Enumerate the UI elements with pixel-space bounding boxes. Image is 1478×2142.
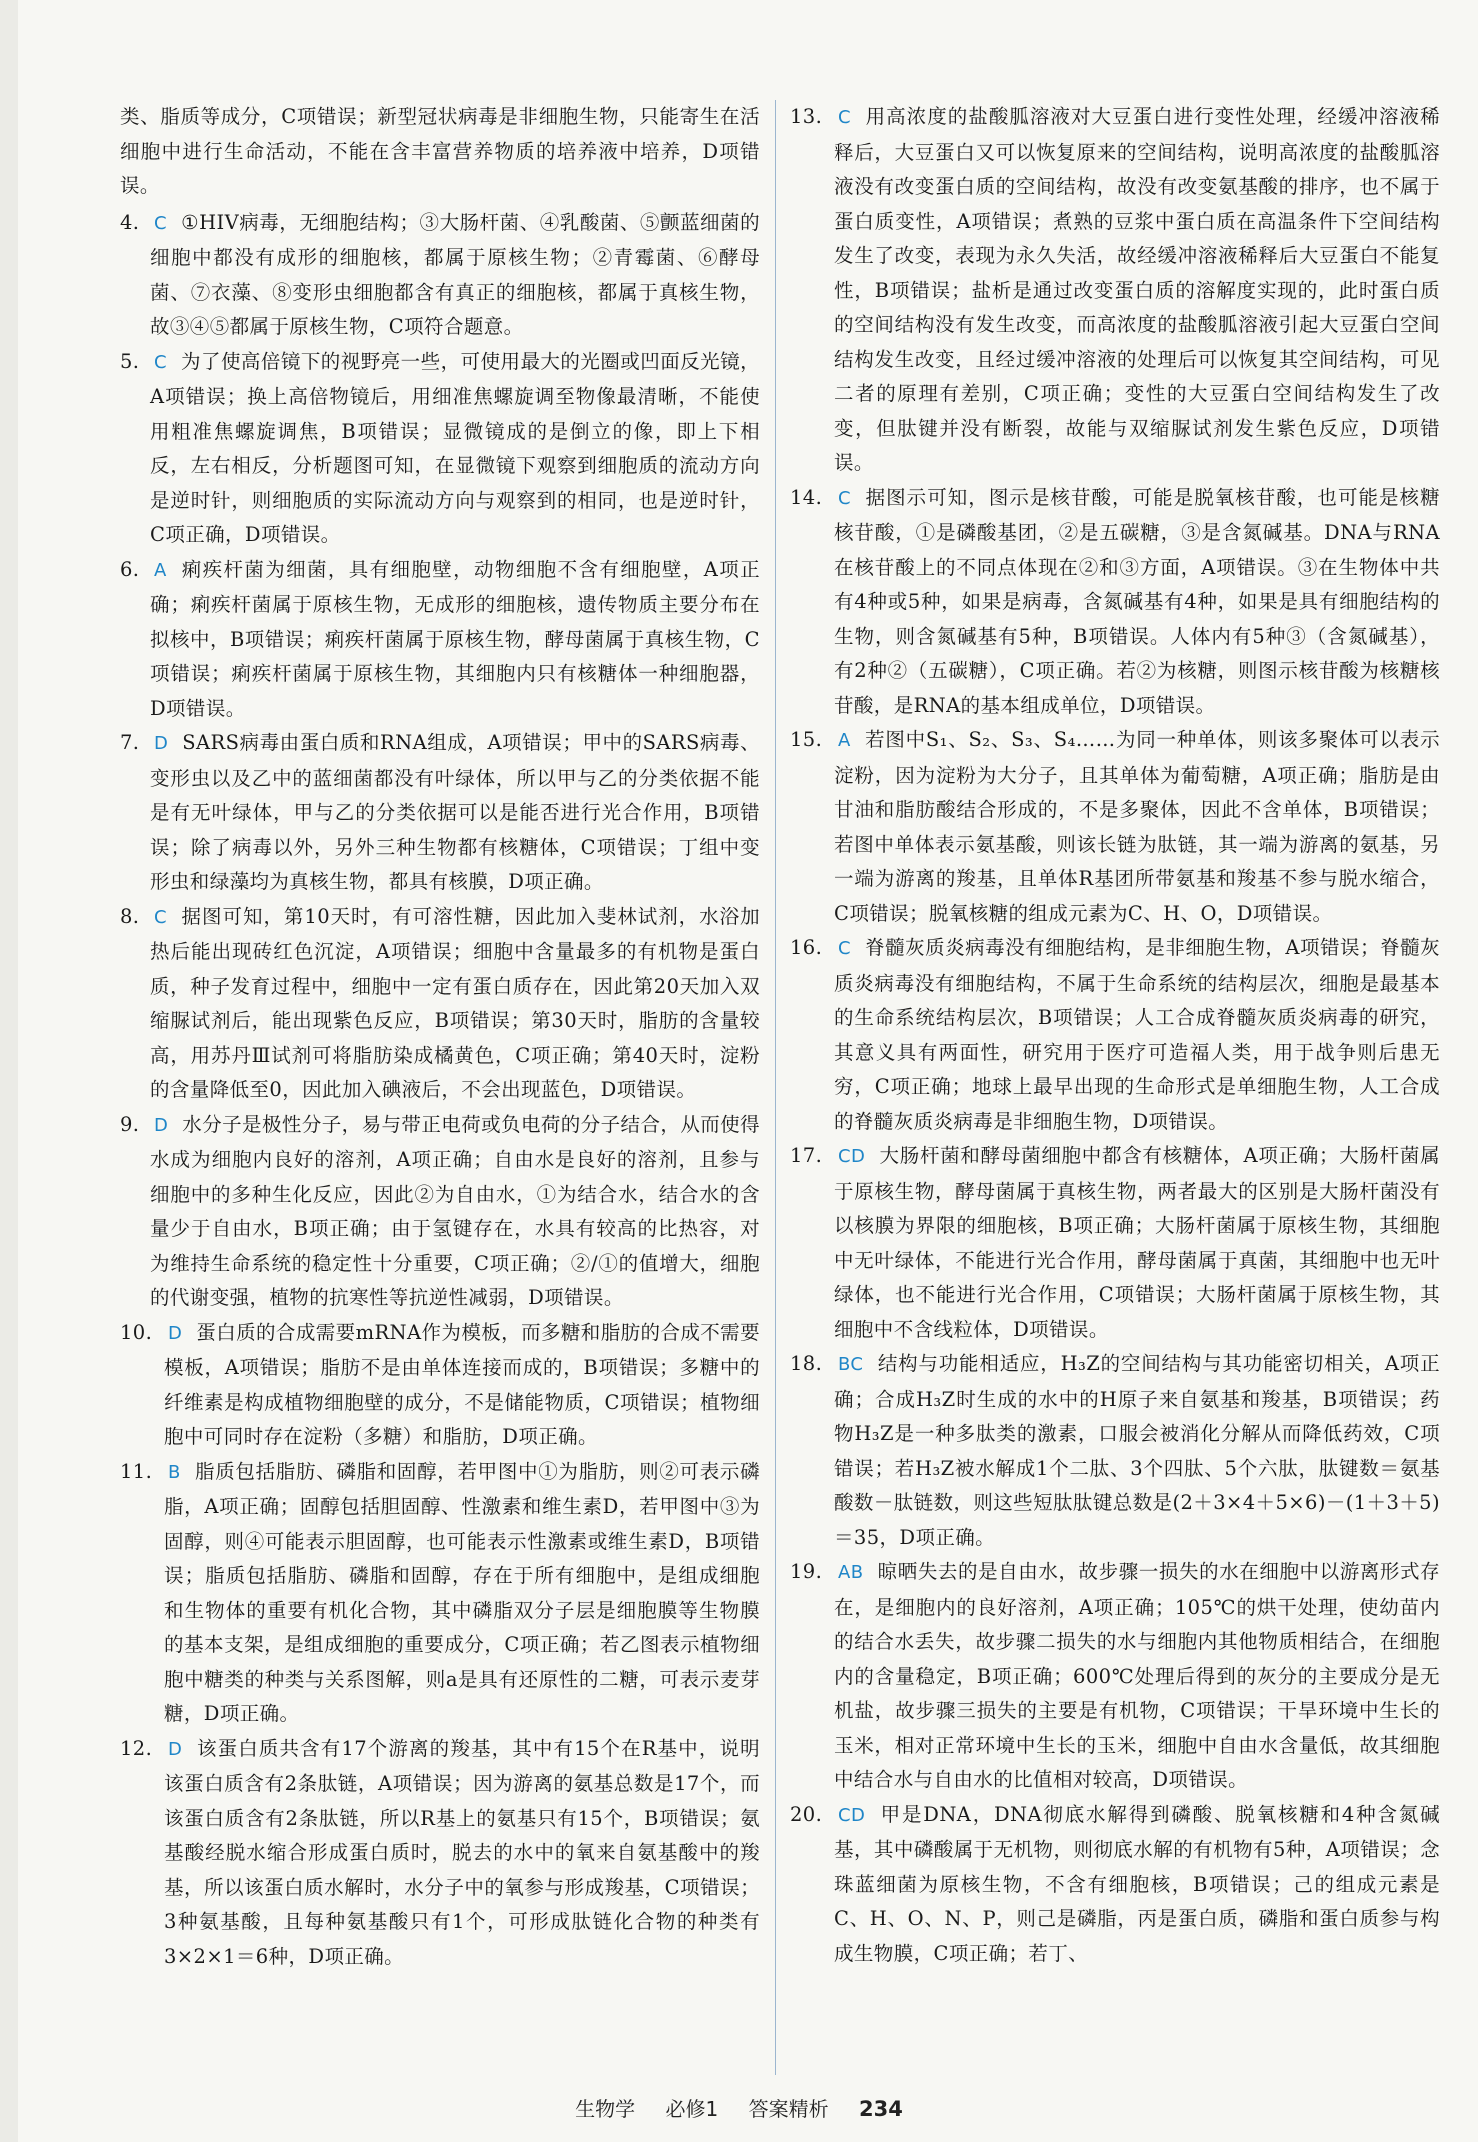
question-number: 18. — [790, 1352, 823, 1375]
answer-item — [120, 345, 760, 553]
question-number: 10. — [120, 1320, 153, 1344]
page-edge — [0, 0, 18, 2142]
answer-choice: D — [154, 1114, 169, 1136]
answer-explanation: 脂质包括脂肪、磷脂和固醇，若甲图中①为脂肪，则②可表示磷脂，A项正确；固醇包括胆固醇、性激素和维生素D，若甲图中③为固醇，则④可能表示胆固醇，也可能表示性激素或维生素D，B项错误；脂质包括脂肪、磷脂和固醇，存在于所有细胞中，是组成细胞和生物体的重要有机化合物，其中磷脂双分子层是细胞膜等生物膜的基本支架，是组成细胞的重要成分，C项正确；若乙图表示植物细胞中糖类的种类与关系图解，则a是具有还原性的二糖，可表示麦芽糖，D项正确。 — [164, 1459, 760, 1725]
answer-explanation: 脊髓灰质炎病毒没有细胞结构，是非细胞生物，A项错误；脊髓灰质炎病毒没有细胞结构，不属于生命系统的结构层次，细胞是最基本的生命系统结构层次，B项错误；人工合成脊髓灰质炎病毒的研究，其意义具有两面性，研究用于医疗可造福人类，用于战争则后患无穷，C项正确；地球上最早出现的生命形式是单细胞生物，人工合成的脊髓灰质炎病毒是非细胞生物，D项错误。 — [834, 936, 1440, 1133]
answer-choice: D — [154, 733, 169, 754]
page-number: 234 — [858, 2097, 903, 2121]
answer-explanation: 该蛋白质共含有17个游离的羧基，其中有15个在R基中，说明该蛋白质含有2条肽链，A项错误；因为游离的氨基总数是17个，而该蛋白质含有2条肽链，所以R基上的氨基只有15个，B项错误；氨基酸经脱水缩合形成蛋白质时，脱去的水中的氧来自氨基酸中的羧基，所以该蛋白质水解时，水分子中的氧参与形成羧基，C项错误；3种氨基酸，且每种氨基酸只有1个，可形成肽链化合物的种类有3×2×1＝6种，D项正确。 — [164, 1736, 760, 1968]
answer-explanation: 甲是DNA，DNA彻底水解得到磷酸、脱氧核糖和4种含氮碱基，其中磷酸属于无机物，则彻底水解的有机物有5种，A项错误；念珠蓝细菌为原核生物，不含有细胞核，B项错误；己的组成元素是C、H、O、N、P，则己是磷脂，丙是蛋白质，磷脂和蛋白质参与构成生物膜，C项正确；若丁、 — [834, 1802, 1440, 1965]
answer-choice: C — [838, 487, 851, 509]
answer-explanation: ①HIV病毒，无细胞结构；③大肠杆菌、④乳酸菌、⑤颤蓝细菌的细胞中都没有成形的细胞核，都属于原核生物；②青霉菌、⑥酵母菌、⑦衣藻、⑧变形虫细胞都含有真正的细胞核，都属于真核生物，故③④⑤都属于原核生物，C项符合题意。 — [150, 210, 760, 338]
answer-explanation: 水分子是极性分子，易与带正电荷或负电荷的分子结合，从而使得水成为细胞内良好的溶剂，A项正确；自由水是良好的溶剂，且参与细胞中的多种生化反应，因此②为自由水，①为结合水，结合水的含量少于自由水，B项正确；由于氢键存在，水具有较高的比热容，对为维持生命系统的稳定性十分重要，C项正确；②/①的值增大，细胞的代谢变强，植物的抗寒性等抗逆性减弱，D项错误。 — [150, 1112, 760, 1309]
answer-choice: C — [154, 906, 167, 928]
answer-choice: CD — [838, 1146, 866, 1167]
question-number: 20. — [790, 1802, 823, 1826]
answer-choice: CD — [838, 1804, 866, 1826]
answer-explanation: 晾晒失去的是自由水，故步骤一损失的水在细胞中以游离形式存在，是细胞内的良好溶剂，A项正确；105℃的烘干处理，使幼苗内的结合水丢失，故步骤二损失的水与细胞内其他物质相结合，在细胞内的含量稳定，B项正确；600℃处理后得到的灰分的主要成分是无机盐，故步骤三损失的主要是有机物，C项错误；干旱环境中生长的玉米，相对正常环境中生长的玉米，细胞中自由水含量低，故其细胞中结合水与自由水的比值相对较高，D项错误。 — [834, 1560, 1440, 1791]
answer-explanation: 蛋白质的合成需要mRNA作为模板，而多糖和脂肪的合成不需要模板，A项错误；脂肪不是由单体连接而成的，B项错误；多糖中的纤维素是构成植物细胞壁的成分，不是储能物质，C项错误；植物细胞中可同时存在淀粉（多糖）和脂肪，D项正确。 — [164, 1320, 760, 1448]
answer-explanation: 为了使高倍镜下的视野亮一些，可使用最大的光圈或凹面反光镜，A项错误；换上高倍物镜后，用细准焦螺旋调至物像最清晰，不能使用粗准焦螺旋调焦，B项错误；显微镜成的是倒立的像，即上下相反，左右相反，分析题图可知，在显微镜下观察到细胞质的流动方向是逆时针，则细胞质的实际流动方向与观察到的相同，也是逆时针，C项正确，D项错误。 — [150, 349, 760, 546]
question-number: 15. — [790, 728, 823, 751]
answer-choice: B — [168, 1461, 181, 1483]
answer-explanation: 据图可知，第10天时，有可溶性糖，因此加入斐林试剂，水浴加热后能出现砖红色沉淀，A项错误；细胞中含量最多的有机物是蛋白质，种子发育过程中，细胞中一定有蛋白质存在，因此第20天加入双缩脲试剂后，能出现紫色反应，B项错误；第30天时，脂肪的含量较高，用苏丹Ⅲ试剂可将脂肪染成橘黄色，C项正确；第40天时，淀粉的含量降低至0，因此加入碘液后，不会出现蓝色，D项错误。 — [150, 904, 760, 1101]
answer-item — [120, 1316, 760, 1455]
question-number: 13. — [790, 105, 823, 128]
right-answer-list — [790, 100, 1440, 1971]
answer-choice: BC — [838, 1354, 864, 1375]
answer-item — [120, 900, 760, 1108]
question-number: 5. — [120, 349, 140, 373]
answer-item — [790, 1798, 1440, 1972]
answer-choice: AB — [838, 1562, 864, 1583]
answer-item — [790, 1555, 1440, 1798]
footer-section: 答案精析 — [748, 2097, 829, 2121]
page-footer — [0, 2093, 1478, 2122]
left-answer-list — [120, 206, 760, 1975]
question-number: 16. — [790, 936, 823, 959]
question-number: 8. — [120, 904, 140, 928]
answer-choice: D — [168, 1738, 183, 1760]
answer-item — [790, 100, 1440, 481]
answer-item — [120, 1732, 760, 1975]
footer-subject: 生物学 — [575, 2097, 636, 2121]
question-number: 9. — [120, 1112, 140, 1136]
answer-choice: C — [838, 107, 851, 128]
footer-book: 必修1 — [665, 2097, 719, 2121]
answer-explanation: SARS病毒由蛋白质和RNA组成，A项错误；甲中的SARS病毒、变形虫以及乙中的蓝细菌都没有叶绿体，所以甲与乙的分类依据不能是有无叶绿体，甲与乙的分类依据可以是能否进行光合作用，B项错误；除了病毒以外，另外三种生物都有核糖体，C项错误；丁组中变形虫和绿藻均为真核生物，都具有核膜，D项正确。 — [150, 731, 760, 893]
answer-choice: A — [154, 559, 167, 581]
answer-item — [120, 726, 760, 900]
answer-item — [790, 723, 1440, 931]
column-divider — [775, 100, 776, 2075]
answer-item — [790, 931, 1440, 1139]
answer-choice: D — [168, 1322, 183, 1344]
answer-item — [790, 481, 1440, 724]
answer-explanation: 结构与功能相适应，H₃Z的空间结构与其功能密切相关，A项正确；合成H₃Z时生成的水中的H原子来自氨基和羧基，B项错误；药物H₃Z是一种多肽类的激素，口服会被消化分解从而降低药效，C项错误；若H₃Z被水解成1个二肽、3个四肽、5个六肽，肽键数＝氨基酸数－肽链数，则这些短肽肽键总数是(2＋3×4＋5×6)－(1＋3＋5)＝35，D项正确。 — [834, 1352, 1440, 1549]
answer-explanation: 大肠杆菌和酵母菌细胞中都含有核糖体，A项正确；大肠杆菌属于原核生物，酵母菌属于真核生物，两者最大的区别是大肠杆菌没有以核膜为界限的细胞核，B项正确；大肠杆菌属于原核生物，其细胞中无叶绿体，不能进行光合作用，酵母菌属于真菌，其细胞中也无叶绿体，也不能进行光合作用，C项错误；大肠杆菌属于原核生物，其细胞中不含线粒体，D项错误。 — [834, 1144, 1440, 1341]
right-column — [790, 100, 1440, 1971]
question-number: 11. — [120, 1459, 153, 1483]
left-column — [120, 100, 760, 1974]
left-intro: 类、脂质等成分，C项错误；新型冠状病毒是非细胞生物，只能寄生在活细胞中进行生命活动，不能在含丰富营养物质的培养液中培养，D项错误。 — [120, 105, 760, 197]
answer-item — [790, 1347, 1440, 1555]
question-number: 12. — [120, 1736, 153, 1760]
answer-choice: A — [838, 730, 851, 751]
answer-explanation: 痢疾杆菌为细菌，具有细胞壁，动物细胞不含有细胞壁，A项正确；痢疾杆菌属于原核生物，无成形的细胞核，遗传物质主要分布在拟核中，B项错误；痢疾杆菌属于原核生物，酵母菌属于真核生物，C项错误；痢疾杆菌属于原核生物，其细胞内只有核糖体一种细胞器，D项错误。 — [150, 557, 760, 720]
answer-choice: C — [154, 212, 167, 234]
question-number: 19. — [790, 1560, 823, 1583]
answer-explanation: 据图示可知，图示是核苷酸，可能是脱氧核苷酸，也可能是核糖核苷酸，①是磷酸基团，②是五碳糖，③是含氮碱基。DNA与RNA在核苷酸上的不同点体现在②和③方面，A项错误。③在生物体中共有4种或5种，如果是病毒，含氮碱基有4种，如果是具有细胞结构的生物，则含氮碱基有5种，B项错误。人体内有5种③（含氮碱基），有2种②（五碳糖），C项正确。若②为核糖，则图示核苷酸为核糖核苷酸，是RNA的基本组成单位，D项错误。 — [834, 485, 1440, 717]
answer-explanation: 若图中S₁、S₂、S₃、S₄……为同一种单体，则该多聚体可以表示淀粉，因为淀粉为大分子，且其单体为葡萄糖，A项正确；脂肪是由甘油和脂肪酸结合形成的，不是多聚体，因此不含单体，B项错误；若图中单体表示氨基酸，则该长链为肽链，其一端为游离的氨基，另一端为游离的羧基，且单体R基团所带氨基和羧基不参与脱水缩合，C项错误；脱氧核糖的组成元素为C、H、O，D项错误。 — [834, 728, 1440, 925]
answer-item — [120, 206, 760, 345]
question-number: 4. — [120, 210, 140, 234]
answer-choice: C — [154, 351, 167, 373]
answer-choice: C — [838, 938, 851, 959]
answer-item — [120, 553, 760, 727]
question-number: 6. — [120, 557, 140, 581]
question-number: 14. — [790, 485, 823, 509]
answer-item — [120, 1108, 760, 1316]
question-number: 17. — [790, 1144, 823, 1167]
answer-item — [120, 1455, 760, 1732]
question-number: 7. — [120, 731, 140, 754]
answer-explanation: 用高浓度的盐酸胍溶液对大豆蛋白进行变性处理，经缓冲溶液稀释后，大豆蛋白又可以恢复原来的空间结构，说明高浓度的盐酸胍溶液没有改变蛋白质的空间结构，故没有改变氨基酸的排序，也不属于蛋白质变性，A项错误；煮熟的豆浆中蛋白质在高温条件下空间结构发生了改变，表现为永久失活，故经缓冲溶液稀释后大豆蛋白不能复性，B项错误；盐析是通过改变蛋白质的溶解度实现的，此时蛋白质的空间结构没有发生改变，而高浓度的盐酸胍溶液引起大豆蛋白空间结构发生改变，且经过缓冲溶液的处理后可以恢复其空间结构，可见二者的原理有差别，C项正确；变性的大豆蛋白空间结构发生了改变，但肽键并没有断裂，故能与双缩脲试剂发生紫色反应，D项错误。 — [834, 105, 1440, 474]
answer-item — [790, 1139, 1440, 1347]
